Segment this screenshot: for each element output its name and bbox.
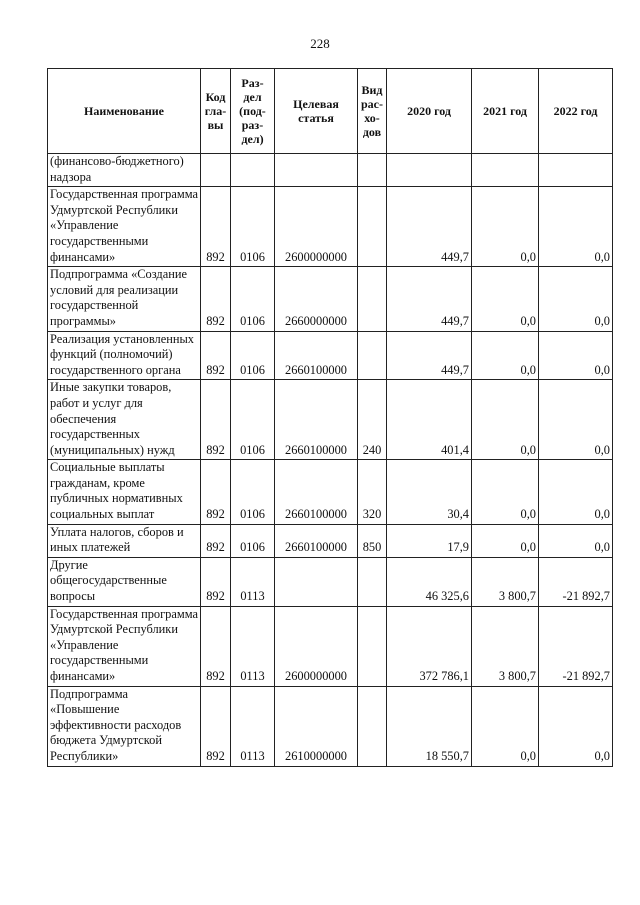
cell-statya: 2660100000 xyxy=(275,380,358,460)
cell-2021 xyxy=(472,154,539,187)
header-name: Наименование xyxy=(48,69,201,154)
cell-statya: 2600000000 xyxy=(275,187,358,267)
cell-kod: 892 xyxy=(201,331,231,380)
cell-statya: 2660100000 xyxy=(275,524,358,557)
cell-vid xyxy=(358,267,387,331)
cell-vid: 240 xyxy=(358,380,387,460)
cell-kod: 892 xyxy=(201,267,231,331)
cell-2020: 372 786,1 xyxy=(387,606,472,686)
cell-vid: 320 xyxy=(358,460,387,524)
cell-statya: 2660100000 xyxy=(275,460,358,524)
table-row xyxy=(48,187,613,267)
cell-razdel: 0106 xyxy=(231,524,275,557)
cell-name: Уплата налогов, сборов и иных платежей xyxy=(48,524,201,557)
table-row xyxy=(48,154,613,187)
cell-name: Государственная программа Удмуртской Республики «Управление государственными финансами» xyxy=(48,606,201,686)
cell-statya: 2660000000 xyxy=(275,267,358,331)
cell-razdel: 0113 xyxy=(231,557,275,606)
cell-kod: 892 xyxy=(201,557,231,606)
cell-razdel: 0113 xyxy=(231,686,275,766)
cell-statya xyxy=(275,557,358,606)
cell-kod: 892 xyxy=(201,460,231,524)
cell-2020: 449,7 xyxy=(387,267,472,331)
cell-kod: 892 xyxy=(201,686,231,766)
cell-2022: 0,0 xyxy=(539,524,613,557)
cell-2022: -21 892,7 xyxy=(539,557,613,606)
cell-2021: 3 800,7 xyxy=(472,557,539,606)
cell-vid xyxy=(358,686,387,766)
table-row xyxy=(48,331,613,380)
cell-2021: 0,0 xyxy=(472,380,539,460)
header-vid: Вид рас- хо- дов xyxy=(358,69,387,154)
cell-2020 xyxy=(387,154,472,187)
cell-2022: 0,0 xyxy=(539,380,613,460)
cell-kod xyxy=(201,154,231,187)
cell-statya: 2610000000 xyxy=(275,686,358,766)
cell-2021: 0,0 xyxy=(472,187,539,267)
cell-2021: 0,0 xyxy=(472,686,539,766)
cell-razdel: 0106 xyxy=(231,187,275,267)
cell-2020: 401,4 xyxy=(387,380,472,460)
header-statya: Целевая статья xyxy=(275,69,358,154)
table-row xyxy=(48,524,613,557)
table-body xyxy=(48,154,613,767)
cell-2020: 449,7 xyxy=(387,187,472,267)
cell-vid: 850 xyxy=(358,524,387,557)
budget-table xyxy=(47,68,613,767)
cell-vid xyxy=(358,557,387,606)
cell-kod: 892 xyxy=(201,380,231,460)
cell-vid xyxy=(358,331,387,380)
cell-name: Подпрограмма «Создание условий для реализации государственной программы» xyxy=(48,267,201,331)
cell-vid xyxy=(358,187,387,267)
cell-name: Другие общегосударственные вопросы xyxy=(48,557,201,606)
table-row xyxy=(48,606,613,686)
cell-name: Подпрограмма «Повышение эффективности расходов бюджета Удмуртской Республики» xyxy=(48,686,201,766)
cell-statya: 2660100000 xyxy=(275,331,358,380)
cell-2022: 0,0 xyxy=(539,267,613,331)
header-razdel: Раз- дел (под- раз- дел) xyxy=(231,69,275,154)
cell-razdel: 0106 xyxy=(231,380,275,460)
header-kod: Код гла- вы xyxy=(201,69,231,154)
cell-name: Государственная программа Удмуртской Республики «Управление государственными финансами» xyxy=(48,187,201,267)
header-2021: 2021 год xyxy=(472,69,539,154)
cell-2022: 0,0 xyxy=(539,460,613,524)
table-row xyxy=(48,686,613,766)
cell-vid xyxy=(358,606,387,686)
cell-kod: 892 xyxy=(201,187,231,267)
cell-2021: 0,0 xyxy=(472,331,539,380)
cell-razdel: 0113 xyxy=(231,606,275,686)
table-row xyxy=(48,557,613,606)
cell-razdel: 0106 xyxy=(231,460,275,524)
header-2022: 2022 год xyxy=(539,69,613,154)
cell-name: Социальные выплаты гражданам, кроме публичных нормативных социальных выплат xyxy=(48,460,201,524)
cell-name: Иные закупки товаров, работ и услуг для обеспечения государственных (муниципальных) нужд xyxy=(48,380,201,460)
table-row xyxy=(48,460,613,524)
cell-2020: 30,4 xyxy=(387,460,472,524)
cell-name: Реализация установленных функций (полномочий) государственного органа xyxy=(48,331,201,380)
cell-2022: 0,0 xyxy=(539,331,613,380)
cell-2022 xyxy=(539,154,613,187)
cell-2021: 3 800,7 xyxy=(472,606,539,686)
cell-2022: 0,0 xyxy=(539,187,613,267)
header-row xyxy=(48,69,613,154)
cell-razdel xyxy=(231,154,275,187)
cell-2020: 449,7 xyxy=(387,331,472,380)
cell-2022: -21 892,7 xyxy=(539,606,613,686)
cell-kod: 892 xyxy=(201,606,231,686)
cell-2020: 17,9 xyxy=(387,524,472,557)
cell-kod: 892 xyxy=(201,524,231,557)
cell-statya xyxy=(275,154,358,187)
page-number: 228 xyxy=(310,36,330,51)
cell-2021: 0,0 xyxy=(472,267,539,331)
cell-2020: 18 550,7 xyxy=(387,686,472,766)
cell-2021: 0,0 xyxy=(472,524,539,557)
table-row xyxy=(48,380,613,460)
cell-2021: 0,0 xyxy=(472,460,539,524)
cell-statya: 2600000000 xyxy=(275,606,358,686)
cell-razdel: 0106 xyxy=(231,267,275,331)
cell-2020: 46 325,6 xyxy=(387,557,472,606)
cell-vid xyxy=(358,154,387,187)
table-row xyxy=(48,267,613,331)
header-2020: 2020 год xyxy=(387,69,472,154)
cell-name: (финансово-бюджетного) надзора xyxy=(48,154,201,187)
cell-razdel: 0106 xyxy=(231,331,275,380)
cell-2022: 0,0 xyxy=(539,686,613,766)
